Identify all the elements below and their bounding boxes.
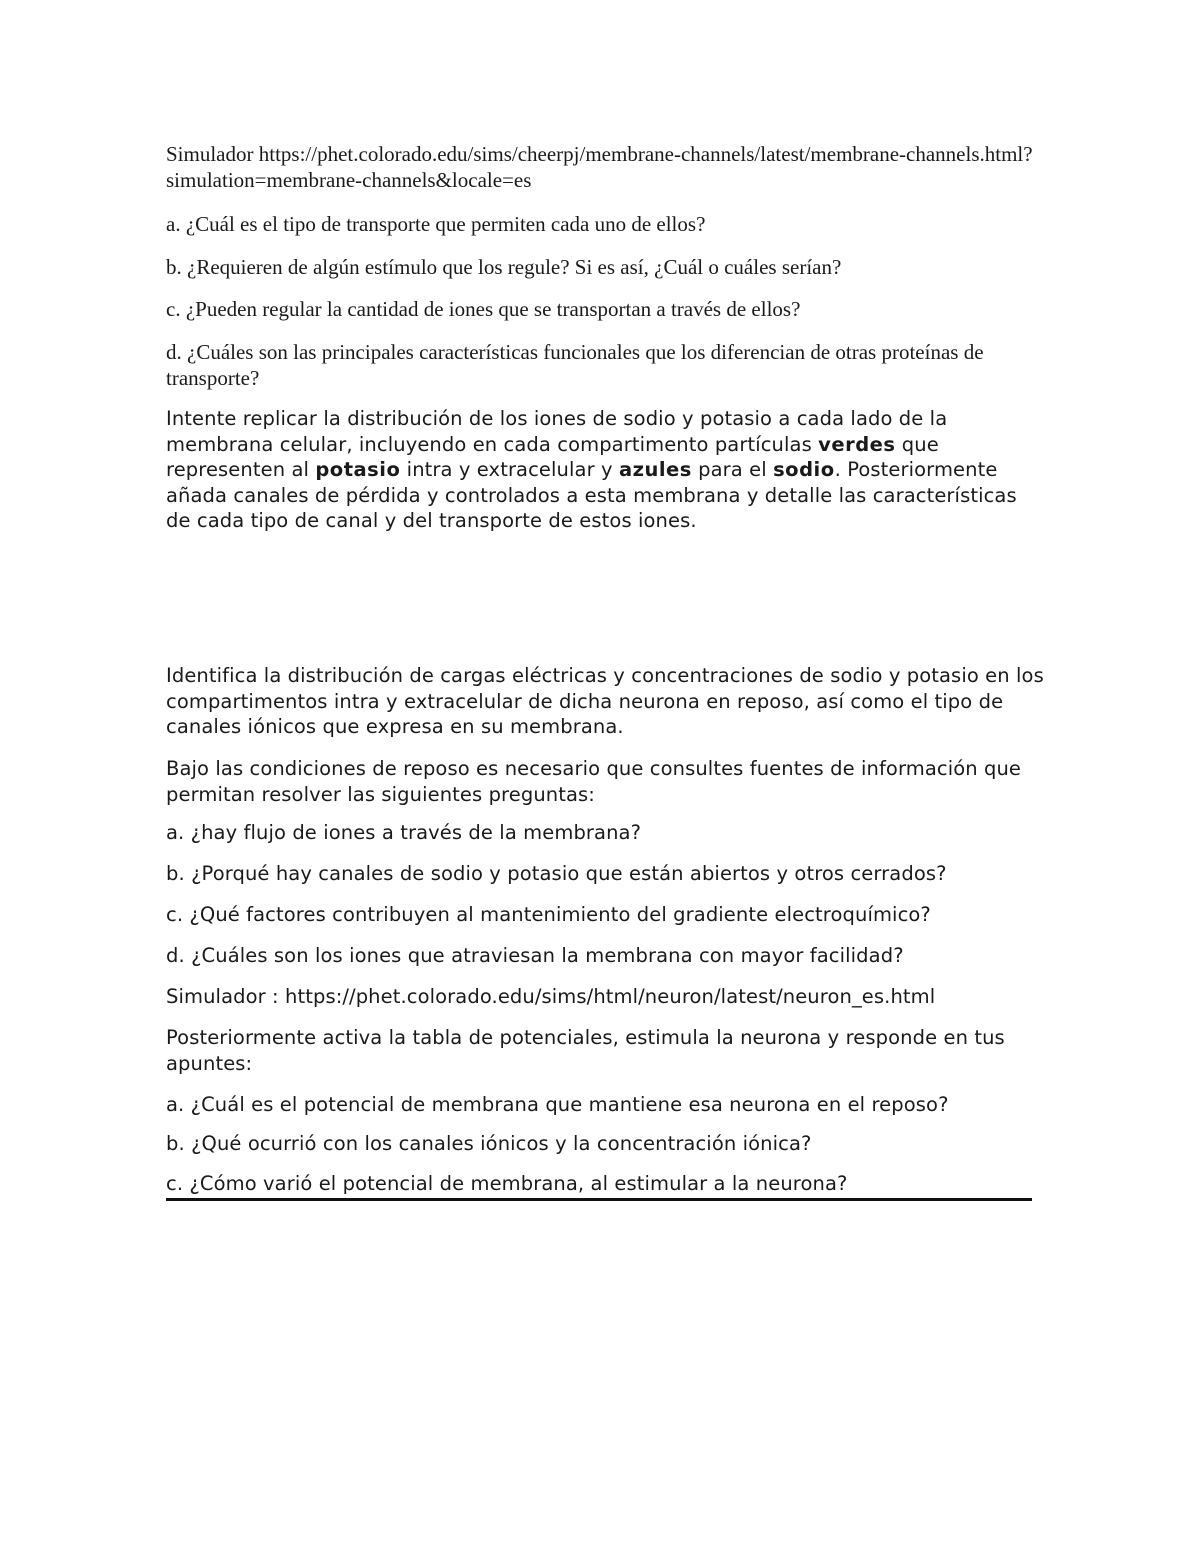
instruction-text-3: intra y extracelular y <box>400 458 619 481</box>
after-paragraph: Posteriormente activa la tabla de potenciales, estimula la neurona y responde en tus apuntes: <box>166 1026 1005 1075</box>
rest-question-b: b. ¿Porqué hay canales de sodio y potasio que están abiertos y otros cerrados? <box>166 862 947 885</box>
question-a: a. ¿Cuál es el tipo de transporte que permiten cada uno de ellos? <box>166 212 706 236</box>
ion-distribution-instruction <box>166 406 1046 534</box>
instruction-bold-verdes: verdes <box>818 432 896 456</box>
conditions-paragraph: Bajo las condiciones de reposo es necesario que consultes fuentes de información que permitan resolver las siguientes preguntas: <box>166 757 1022 806</box>
instruction-text-4: para el <box>691 458 774 481</box>
instruction-text-5: . Posteriormente añada canales de pérdida y controlados a esta membrana y detalle las características de cada tipo de canal y del transporte de estos iones. <box>166 458 1017 532</box>
rest-question-d: d. ¿Cuáles son los iones que atraviesan la membrana con mayor facilidad? <box>166 944 904 967</box>
rest-question-c: c. ¿Qué factores contribuyen al mantenimiento del gradiente electroquímico? <box>166 903 931 926</box>
simulator-intro: Simulador https://phet.colorado.edu/sims/cheerpj/membrane-channels/latest/membrane-channels.html?simulation=membrane-channels&locale=es <box>166 142 1033 192</box>
instruction-text-1: Intente replicar la distribución de los iones de sodio y potasio a cada lado de la membrana celular, incluyendo en cada compartimento partículas <box>166 407 948 456</box>
instruction-bold-potasio: potasio <box>315 458 401 481</box>
identify-paragraph: Identifica la distribución de cargas eléctricas y concentraciones de sodio y potasio en los compartimentos intra y extracelular de dicha neurona en reposo, así como el tipo de canales iónicos que expresa en su membrana. <box>166 664 1044 738</box>
question-d: d. ¿Cuáles son las principales características funcionales que los diferencian de otras proteínas de transporte? <box>166 340 984 390</box>
neuron-simulator-link: Simulador : https://phet.colorado.edu/sims/html/neuron/latest/neuron_es.html <box>166 985 936 1008</box>
final-question-b: b. ¿Qué ocurrió con los canales iónicos y la concentración iónica? <box>166 1132 812 1155</box>
final-question-a: a. ¿Cuál es el potencial de membrana que mantiene esa neurona en el reposo? <box>166 1093 949 1116</box>
instruction-bold-sodio: sodio <box>773 458 835 481</box>
question-b: b. ¿Requieren de algún estímulo que los regule? Si es así, ¿Cuál o cuáles serían? <box>166 255 842 279</box>
rest-question-a: a. ¿hay flujo de iones a través de la membrana? <box>166 821 642 844</box>
instruction-bold-azules: azules <box>618 458 692 481</box>
instruction-text-2: que representen al <box>166 432 939 481</box>
final-question-c: c. ¿Cómo varió el potencial de membrana, al estimular a la neurona? <box>166 1171 1032 1201</box>
question-c: c. ¿Pueden regular la cantidad de iones que se transportan a través de ellos? <box>166 297 801 321</box>
